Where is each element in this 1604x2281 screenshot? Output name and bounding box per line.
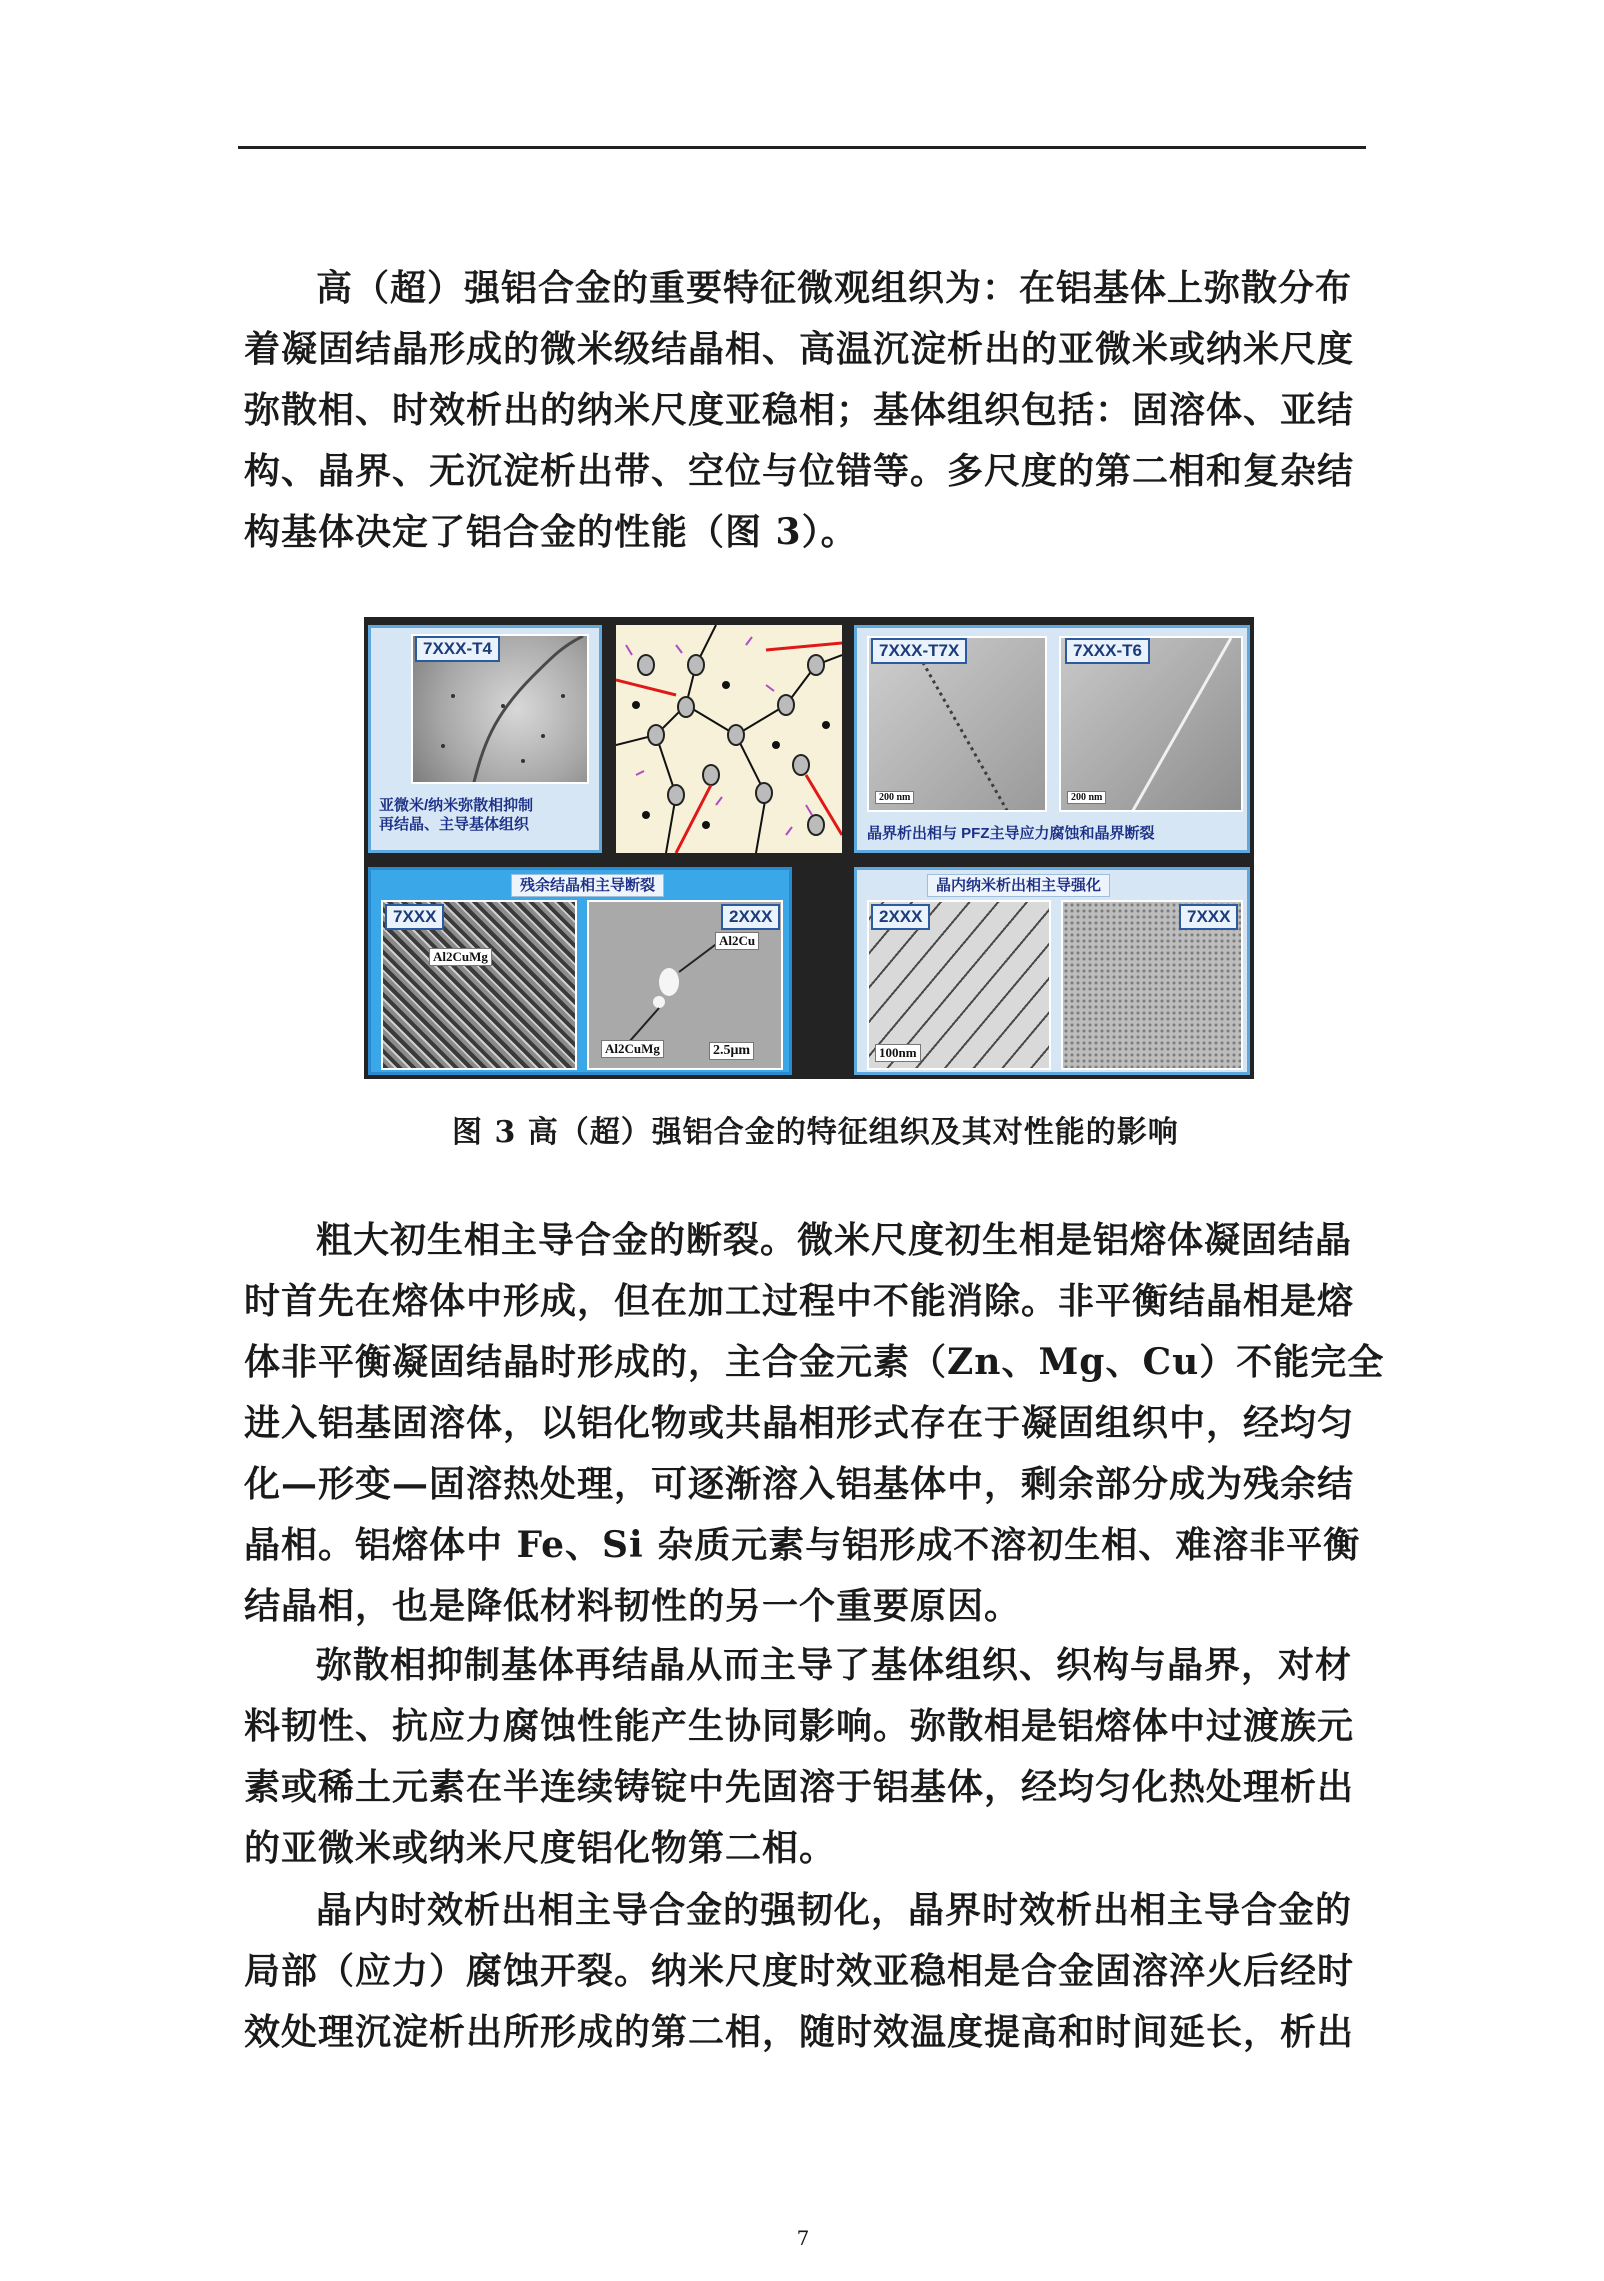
text-line: 的亚微米或纳米尺度铝化物第二相。: [244, 1827, 837, 1869]
text-line: 效处理沉淀析出所形成的第二相，随时效温度提高和时间延长，析出: [244, 2011, 1355, 2053]
text-line: 局部（应力）腐蚀开裂。纳米尺度时效亚稳相是合金固溶淬火后经时: [244, 1950, 1355, 1992]
caption-residual: 残余结晶相主导断裂: [511, 874, 664, 897]
text-line: 弥散相抑制基体再结晶从而主导了基体组织、织构与晶界，对材: [316, 1644, 1353, 1686]
scale-bar-200nm: 200 nm: [875, 791, 914, 804]
text-line: 粗大初生相主导合金的断裂。微米尺度初生相是铝熔体凝固结晶: [316, 1219, 1353, 1261]
text-line: 高（超）强铝合金的重要特征微观组织为：在铝基体上弥散分布: [316, 267, 1353, 309]
figure-caption: 图 3 高（超）强铝合金的特征组织及其对性能的影响: [452, 1115, 1179, 1150]
caption-intragranular: 晶内纳米析出相主导强化: [927, 874, 1110, 897]
page-number: 7: [796, 2226, 810, 2250]
paragraph-dispersoid: [244, 1635, 1364, 1879]
text-line: 构、晶界、无沉淀析出带、空位与位错等。多尺度的第二相和复杂结: [244, 450, 1355, 492]
scale-bar-100nm: 100nm: [875, 1044, 921, 1062]
caption-grain-boundary: 晶界析出相与 PFZ主导应力腐蚀和晶界断裂: [867, 825, 1155, 842]
scale-bar-200nm: 200 nm: [1067, 791, 1106, 804]
text-line: 着凝固结晶形成的微米级结晶相、高温沉淀析出的亚微米或纳米尺度: [244, 328, 1355, 370]
label-al2cumg: Al2CuMg: [601, 1040, 664, 1058]
label-al2cu: Al2Cu: [715, 932, 759, 950]
panel-t4: [368, 625, 602, 853]
panel-intragranular: [854, 867, 1250, 1075]
text-line: 弥散相、时效析出的纳米尺度亚稳相；基体组织包括：固溶体、亚结: [244, 389, 1355, 431]
text-line: 晶相。铝熔体中 Fe、Si 杂质元素与铝形成不溶初生相、难溶非平衡: [244, 1524, 1361, 1566]
scale-bar-2-5um: 2.5μm: [709, 1042, 754, 1060]
paragraph-aging-precipitate: [244, 1880, 1364, 2063]
tag-2xxx-fracture: 2XXX: [721, 904, 780, 930]
paragraph-microstructure: [244, 258, 1364, 563]
tag-7xxx-fracture: 7XXX: [385, 904, 444, 930]
text-line: 时首先在熔体中形成，但在加工过程中不能消除。非平衡结晶相是熔: [244, 1280, 1355, 1322]
caption-dispersoid: 亚微米/纳米弥散相抑制 再结晶、主导基体组织: [379, 797, 534, 833]
schematic-diagram: [616, 625, 842, 853]
text-line: 体非平衡凝固结晶时形成的，主合金元素（Zn、Mg、Cu）不能完全: [244, 1341, 1385, 1383]
tag-7xxx-precip: 7XXX: [1179, 904, 1238, 930]
paragraph-primary-phase: [244, 1210, 1385, 1637]
text-line: 化—形变—固溶热处理，可逐渐溶入铝基体中，剩余部分成为残余结: [244, 1463, 1355, 1505]
label-al2cumg: Al2CuMg: [429, 948, 492, 966]
text-line: 进入铝基固溶体，以铝化物或共晶相形式存在于凝固组织中，经均匀: [244, 1402, 1355, 1444]
tag-7xxx-t4: 7XXX-T4: [415, 636, 500, 662]
tag-2xxx-precip: 2XXX: [871, 904, 930, 930]
text-line: 晶内时效析出相主导合金的强韧化，晶界时效析出相主导合金的: [316, 1889, 1353, 1931]
text-line: 结晶相，也是降低材料韧性的另一个重要原因。: [244, 1585, 1022, 1627]
panel-grain-boundary: [854, 625, 1250, 853]
panel-residual-phase: [368, 867, 792, 1075]
text-line: 构基体决定了铝合金的性能（图 3）。: [244, 511, 858, 553]
tag-7xxx-t7x: 7XXX-T7X: [871, 638, 967, 664]
figure-3: [364, 617, 1254, 1079]
text-line: 素或稀土元素在半连续铸锭中先固溶于铝基体，经均匀化热处理析出: [244, 1766, 1355, 1808]
header-rule: [238, 146, 1366, 149]
text-line: 料韧性、抗应力腐蚀性能产生协同影响。弥散相是铝熔体中过渡族元: [244, 1705, 1355, 1747]
tag-7xxx-t6: 7XXX-T6: [1065, 638, 1150, 664]
